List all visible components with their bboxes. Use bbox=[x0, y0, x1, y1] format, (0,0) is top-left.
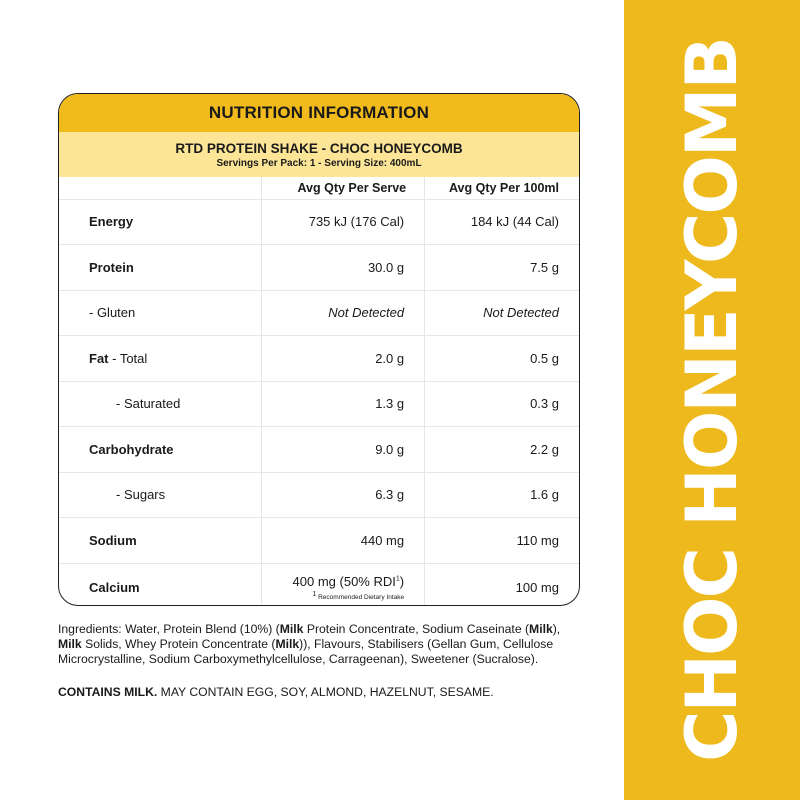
panel-title: NUTRITION INFORMATION bbox=[59, 94, 579, 132]
per-100ml-value: 7.5 g bbox=[425, 245, 579, 291]
nutrient-name-suffix: - Total bbox=[108, 350, 148, 366]
per-100ml-value: 0.3 g bbox=[425, 381, 579, 427]
side-flavour-label: CHOC HONEYCOMB bbox=[671, 38, 753, 762]
per-100ml-value: 184 kJ (44 Cal) bbox=[425, 199, 579, 245]
table-row bbox=[59, 336, 579, 382]
column-header-per-100ml: Avg Qty Per 100ml bbox=[425, 177, 579, 199]
rdi-footnote-text: Recommended Dietary Intake bbox=[318, 593, 405, 601]
per-100ml-value: 110 mg bbox=[425, 518, 579, 564]
per-100ml-value: 0.5 g bbox=[425, 336, 579, 382]
ingredients-text bbox=[58, 622, 578, 668]
table-row bbox=[59, 518, 579, 564]
allergen-statement bbox=[58, 685, 598, 699]
nutrient-name: - Gluten bbox=[89, 305, 136, 321]
nutrient-name: - Saturated bbox=[116, 396, 181, 412]
per-100ml-value: Not Detected bbox=[425, 290, 579, 336]
table-row bbox=[59, 427, 579, 473]
nutrient-name: Fat bbox=[89, 350, 109, 366]
column-header-per-serve: Avg Qty Per Serve bbox=[261, 177, 424, 199]
nutrition-panel bbox=[58, 93, 580, 606]
ingredients-allergen: Milk bbox=[275, 637, 300, 652]
ingredients-allergen: Milk bbox=[529, 622, 553, 636]
ingredients-part: ), bbox=[552, 622, 561, 636]
column-header-nutrient bbox=[59, 177, 261, 199]
allergen-may-contain: MAY CONTAIN EGG, SOY, ALMOND, HAZELNUT, SESAME. bbox=[157, 685, 494, 699]
per-serve-value: Not Detected bbox=[261, 290, 424, 336]
panel-subheader bbox=[59, 132, 579, 177]
servings-info: Servings Per Pack: 1 - Serving Size: 400mL bbox=[216, 157, 422, 169]
allergen-contains: CONTAINS MILK. bbox=[58, 685, 158, 699]
calcium-serve-close: ) bbox=[399, 573, 405, 589]
nutrient-name: Calcium bbox=[89, 579, 140, 595]
ingredients-part: )), Flavours, Stabilisers (Gellan Gum, Cellulose Microcrystalline, Sodium Carboxymethylcellulose, Carrageenan), Sweetener (Sucralose). bbox=[58, 637, 554, 667]
table-row bbox=[59, 290, 579, 336]
per-serve-value: 6.3 g bbox=[261, 472, 424, 518]
ingredients-part: Solids, Whey Protein Concentrate ( bbox=[81, 637, 276, 652]
nutrient-name: Energy bbox=[89, 214, 134, 230]
product-name: RTD PROTEIN SHAKE - CHOC HONEYCOMB bbox=[175, 140, 463, 156]
nutrition-table bbox=[59, 177, 579, 606]
nutrient-name: Protein bbox=[89, 259, 134, 275]
per-serve-value: 1.3 g bbox=[261, 381, 424, 427]
table-row bbox=[59, 199, 579, 245]
table-row bbox=[59, 381, 579, 427]
per-100ml-value: 2.2 g bbox=[425, 427, 579, 473]
table-header-row bbox=[59, 177, 579, 199]
table-row bbox=[59, 563, 579, 606]
per-serve-value bbox=[261, 563, 424, 606]
per-serve-value: 735 kJ (176 Cal) bbox=[261, 199, 424, 245]
per-serve-value: 9.0 g bbox=[261, 427, 424, 473]
per-serve-value: 2.0 g bbox=[261, 336, 424, 382]
nutrient-name: Sodium bbox=[89, 532, 137, 548]
rdi-footnote bbox=[262, 591, 404, 601]
nutrient-name: Carbohydrate bbox=[89, 441, 174, 457]
ingredients-allergen: Milk bbox=[58, 637, 82, 652]
rdi-footnote-mark: 1 bbox=[312, 590, 317, 598]
ingredients-part: Ingredients: Water, Protein Blend (10%) ( bbox=[58, 622, 280, 636]
calcium-footnote-mark: 1 bbox=[395, 575, 400, 583]
per-100ml-value: 100 mg bbox=[425, 563, 579, 606]
per-100ml-value: 1.6 g bbox=[425, 472, 579, 518]
per-serve-value: 30.0 g bbox=[261, 245, 424, 291]
table-row bbox=[59, 245, 579, 291]
nutrient-name: - Sugars bbox=[116, 487, 166, 503]
per-serve-value: 440 mg bbox=[261, 518, 424, 564]
calcium-serve-text: 400 mg (50% RDI bbox=[292, 573, 396, 589]
ingredients-allergen: Milk bbox=[279, 622, 304, 636]
ingredients-part: Protein Concentrate, Sodium Caseinate ( bbox=[303, 622, 530, 636]
table-row bbox=[59, 472, 579, 518]
